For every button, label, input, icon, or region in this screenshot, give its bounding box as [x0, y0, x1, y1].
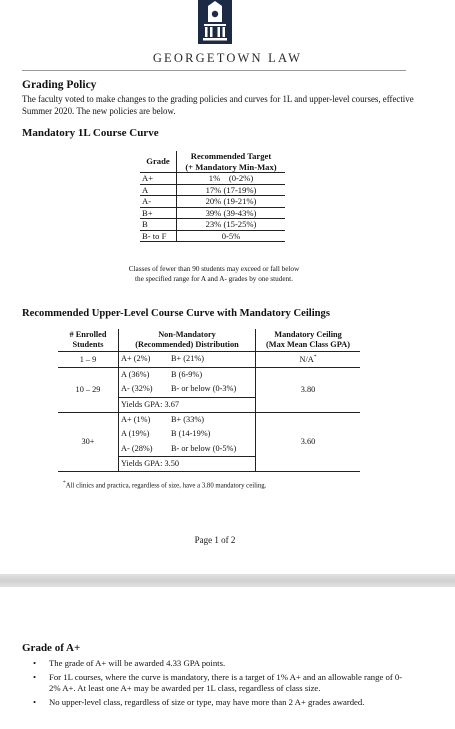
target-cell — [177, 219, 286, 231]
ceiling-cell — [256, 352, 361, 368]
enrolled-cell: 30+ — [58, 412, 119, 472]
grade-cell: A — [140, 184, 177, 196]
curve-1l-heading: Mandatory 1L Course Curve — [22, 127, 159, 139]
grading-policy-intro: The faculty voted to make changes to the grading policies and curves for 1L and upper-level courses, effective Summer 2020. The new policies are below. — [22, 94, 414, 116]
list-item-text: No upper-level class, regardless of size or type, may have more than 2 A+ grades awarded. — [49, 697, 365, 707]
table-row — [140, 219, 285, 231]
distribution-b: B (14-19%) — [171, 429, 211, 438]
distribution-line — [121, 352, 253, 367]
grading-policy-heading: Grading Policy — [22, 79, 97, 91]
target-cell — [177, 184, 286, 196]
enrolled-header-line2: Students — [72, 340, 104, 349]
list-item-text: For 1L courses, where the curve is mandatory, there is a target of 1% A+ and an allowable range of 0-2% A+. At least one A+ may be awarded per 1L class, regardless of class size. — [49, 672, 403, 693]
ceiling-header-line2: (Max Mean Class GPA) — [266, 340, 350, 349]
target-value: 1% — [208, 173, 221, 183]
distribution-b: B- or below (0-3%) — [171, 384, 237, 393]
distribution-line — [121, 413, 253, 428]
enrolled-header-line1: # Enrolled — [69, 330, 107, 339]
distribution-cell — [119, 412, 256, 472]
grade-cell: B- to F — [140, 230, 177, 242]
grade-column-header: Grade — [140, 151, 177, 173]
target-cell — [177, 173, 286, 185]
header-divider — [22, 70, 406, 71]
distribution-a: A (19%) — [121, 429, 150, 438]
distribution-a: A- (28%) — [121, 443, 153, 453]
distribution-a: A+ (2%) — [121, 354, 151, 363]
distribution-header-line1: Non-Mandatory — [158, 330, 216, 339]
table-row — [140, 196, 285, 208]
target-value: 17% — [205, 184, 222, 195]
distribution-cell — [119, 367, 256, 412]
georgetown-law-logo-icon — [198, 0, 232, 44]
distribution-line — [121, 382, 253, 397]
ceiling-header-line1: Mandatory Ceiling — [274, 330, 342, 339]
enrolled-cell: 10 – 29 — [58, 367, 119, 412]
distribution-line — [121, 442, 253, 457]
table-row — [58, 367, 360, 412]
distribution-cell — [119, 352, 256, 368]
curve-1l-header-row — [140, 151, 285, 162]
range-value: (17-19%) — [223, 184, 257, 195]
distribution-b: B- or below (0-5%) — [171, 443, 237, 453]
target-cell — [177, 207, 286, 219]
ceiling-column-header — [256, 329, 361, 352]
table-row — [58, 412, 360, 472]
grade-a-plus-list — [33, 658, 413, 711]
ceiling-value: N/A — [299, 355, 314, 365]
grade-cell: B — [140, 219, 177, 231]
bullet-icon: • — [33, 658, 37, 668]
bullet-icon: • — [33, 672, 37, 682]
distribution-b: B (6-9%) — [171, 369, 203, 379]
range-value: (15-25%) — [223, 219, 257, 229]
list-item — [33, 697, 413, 708]
target-column-header: Recommended Target — [190, 151, 272, 161]
ceiling-cell: 3.60 — [256, 412, 361, 472]
grade-cell: A+ — [140, 173, 177, 185]
table-row — [140, 184, 285, 196]
distribution-a: A- (32%) — [121, 384, 153, 393]
table-row — [140, 173, 285, 185]
enrolled-column-header — [58, 329, 119, 352]
distribution-column-header — [119, 329, 256, 352]
distribution-header-line2: (Recommended) Distribution — [135, 340, 239, 349]
brand-wordmark: GEORGETOWN LAW — [152, 51, 303, 65]
distribution-a: A+ (1%) — [121, 414, 151, 424]
target-value: 20% — [205, 196, 222, 206]
range-value: (39-43%) — [223, 207, 257, 218]
list-item-text: The grade of A+ will be awarded 4.33 GPA points. — [49, 658, 226, 668]
distribution-a: A (36%) — [121, 369, 150, 379]
curve-1l-table — [140, 151, 285, 242]
footnote-text: All clinics and practica, regardless of size, have a 3.80 mandatory ceiling. — [65, 482, 267, 490]
table-row — [140, 230, 285, 242]
curve-1l-note: Classes of fewer than 90 students may exceed or fall below the specified range for A and A- grades by one student. — [128, 265, 300, 283]
upper-level-footnote — [63, 480, 266, 489]
upper-level-header-row — [58, 329, 360, 352]
ceiling-cell: 3.80 — [256, 367, 361, 412]
target-value: 0-5% — [221, 230, 241, 241]
bullet-icon: • — [33, 697, 37, 707]
enrolled-cell: 1 – 9 — [58, 352, 119, 368]
list-item — [33, 658, 413, 669]
page-number: Page 1 of 2 — [194, 535, 236, 545]
grade-a-plus-heading: Grade of A+ — [22, 642, 81, 654]
target-column-subheader: (+ Mandatory Min-Max) — [185, 161, 277, 172]
yields-gpa: Yields GPA: 3.50 — [119, 456, 255, 471]
table-row — [140, 207, 285, 219]
footnote-marker: * — [313, 354, 317, 361]
upper-level-table — [58, 329, 360, 472]
grade-cell: A- — [140, 196, 177, 208]
upper-level-heading: Recommended Upper-Level Course Curve with Mandatory Ceilings — [22, 308, 330, 319]
range-value: (0-2%) — [228, 173, 254, 183]
target-value: 23% — [205, 219, 222, 229]
yields-gpa: Yields GPA: 3.67 — [119, 397, 255, 412]
table-row — [58, 352, 360, 368]
distribution-b: B+ (21%) — [171, 354, 205, 363]
page-break — [0, 574, 455, 587]
grade-cell: B+ — [140, 207, 177, 219]
distribution-b: B+ (33%) — [171, 414, 205, 424]
target-cell — [177, 230, 286, 242]
distribution-line — [121, 427, 253, 442]
range-value: (19-21%) — [223, 196, 257, 206]
distribution-line — [121, 368, 253, 383]
target-value: 39% — [205, 207, 222, 218]
target-cell — [177, 196, 286, 208]
list-item — [33, 672, 413, 694]
footnote-marker: * — [63, 480, 66, 486]
